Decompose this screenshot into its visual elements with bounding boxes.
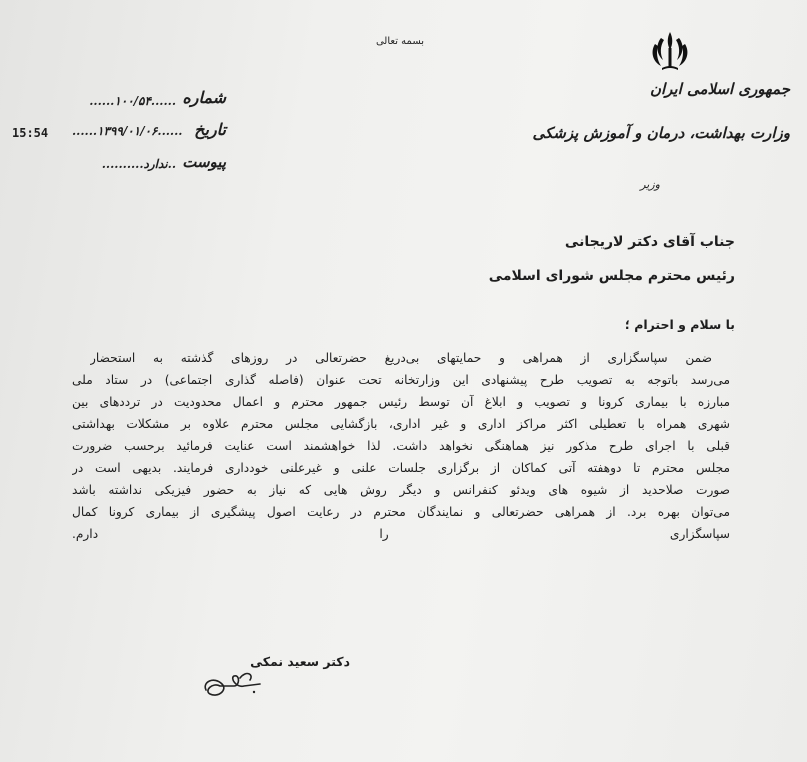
body-line: می‌توان بهره برد. از همراهی حضرتعالی و نمایندگان محترم در رعایت اصول پیشگیری از بیماری کرونا کمال	[72, 505, 730, 519]
body-line: مجلس محترم تا دوهفته آتی کماکان از برگزاری جلسات علنی و غیرعلنی خودداری فرمایند. بدیهی است در	[72, 461, 730, 475]
recipient-name: جناب آقای دکتر لاریجانی	[564, 234, 735, 250]
body-line: ضمن سپاسگزاری از همراهی و حمایتهای بی‌دریغ حضرتعالی در روزهای گذشته به استحضار	[90, 351, 712, 365]
iran-emblem-icon	[647, 28, 693, 72]
time-stamp: 15:54	[12, 126, 49, 140]
invocation-text: بسمه تعالی	[375, 36, 425, 47]
date-value: ......۱۳۹۹/۰۱/۰۶......	[72, 124, 183, 138]
body-line: قبلی با اجرای طرح مذکور نیز هماهنگی نخواهد داشت. لذا خواهشمند است عنایت فرمائید برحسب ضرورت	[72, 439, 730, 453]
body-line: شهری همراه با تعطیلی اکثر مراکز اداری و غیر اداری، بازگشایی مجلس محترم علاوه بر مشکلات بهداشتی	[72, 417, 730, 431]
number-label: شماره	[182, 88, 226, 107]
ministry-line-ministry: وزارت بهداشت، درمان و آموزش پزشکی	[532, 124, 790, 142]
attachment-label: پیوست	[182, 153, 226, 171]
body-line: مبارزه با بیماری کرونا و تصویب و ابلاغ آن توسط رئیس جمهور محترم و اعمال محدودیت در ترددهای بین	[72, 395, 730, 409]
body-line: صورت صلاحدید از شیوه های ویدئو کنفرانس و دیگر روش هایی که نیاز به حضور فیزیکی نداشته باشد	[72, 483, 730, 497]
handwritten-signature	[200, 656, 270, 702]
ministry-line-country: جمهوری اسلامی ایران	[649, 80, 790, 98]
recipient-title: رئیس محترم مجلس شورای اسلامی	[488, 268, 735, 284]
signer-name: دکتر سعید نمکی	[250, 654, 350, 669]
number-value: ......۱۰۰/۵۴......	[89, 94, 176, 108]
attachment-value: ..ندارد..........	[101, 157, 176, 171]
body-line: می‌رسد باتوجه به تصویب طرح پیشنهادی این وزارتخانه تحت عنوان (فاصله گذاری اجتماعی) در ستاد ملی	[72, 373, 730, 387]
body-line: سپاسگزاری را دارم.	[72, 527, 730, 541]
minister-title: وزیر	[640, 178, 660, 191]
salutation: با سلام و احترام ؛	[624, 317, 735, 332]
date-label: تاریخ	[194, 120, 226, 139]
